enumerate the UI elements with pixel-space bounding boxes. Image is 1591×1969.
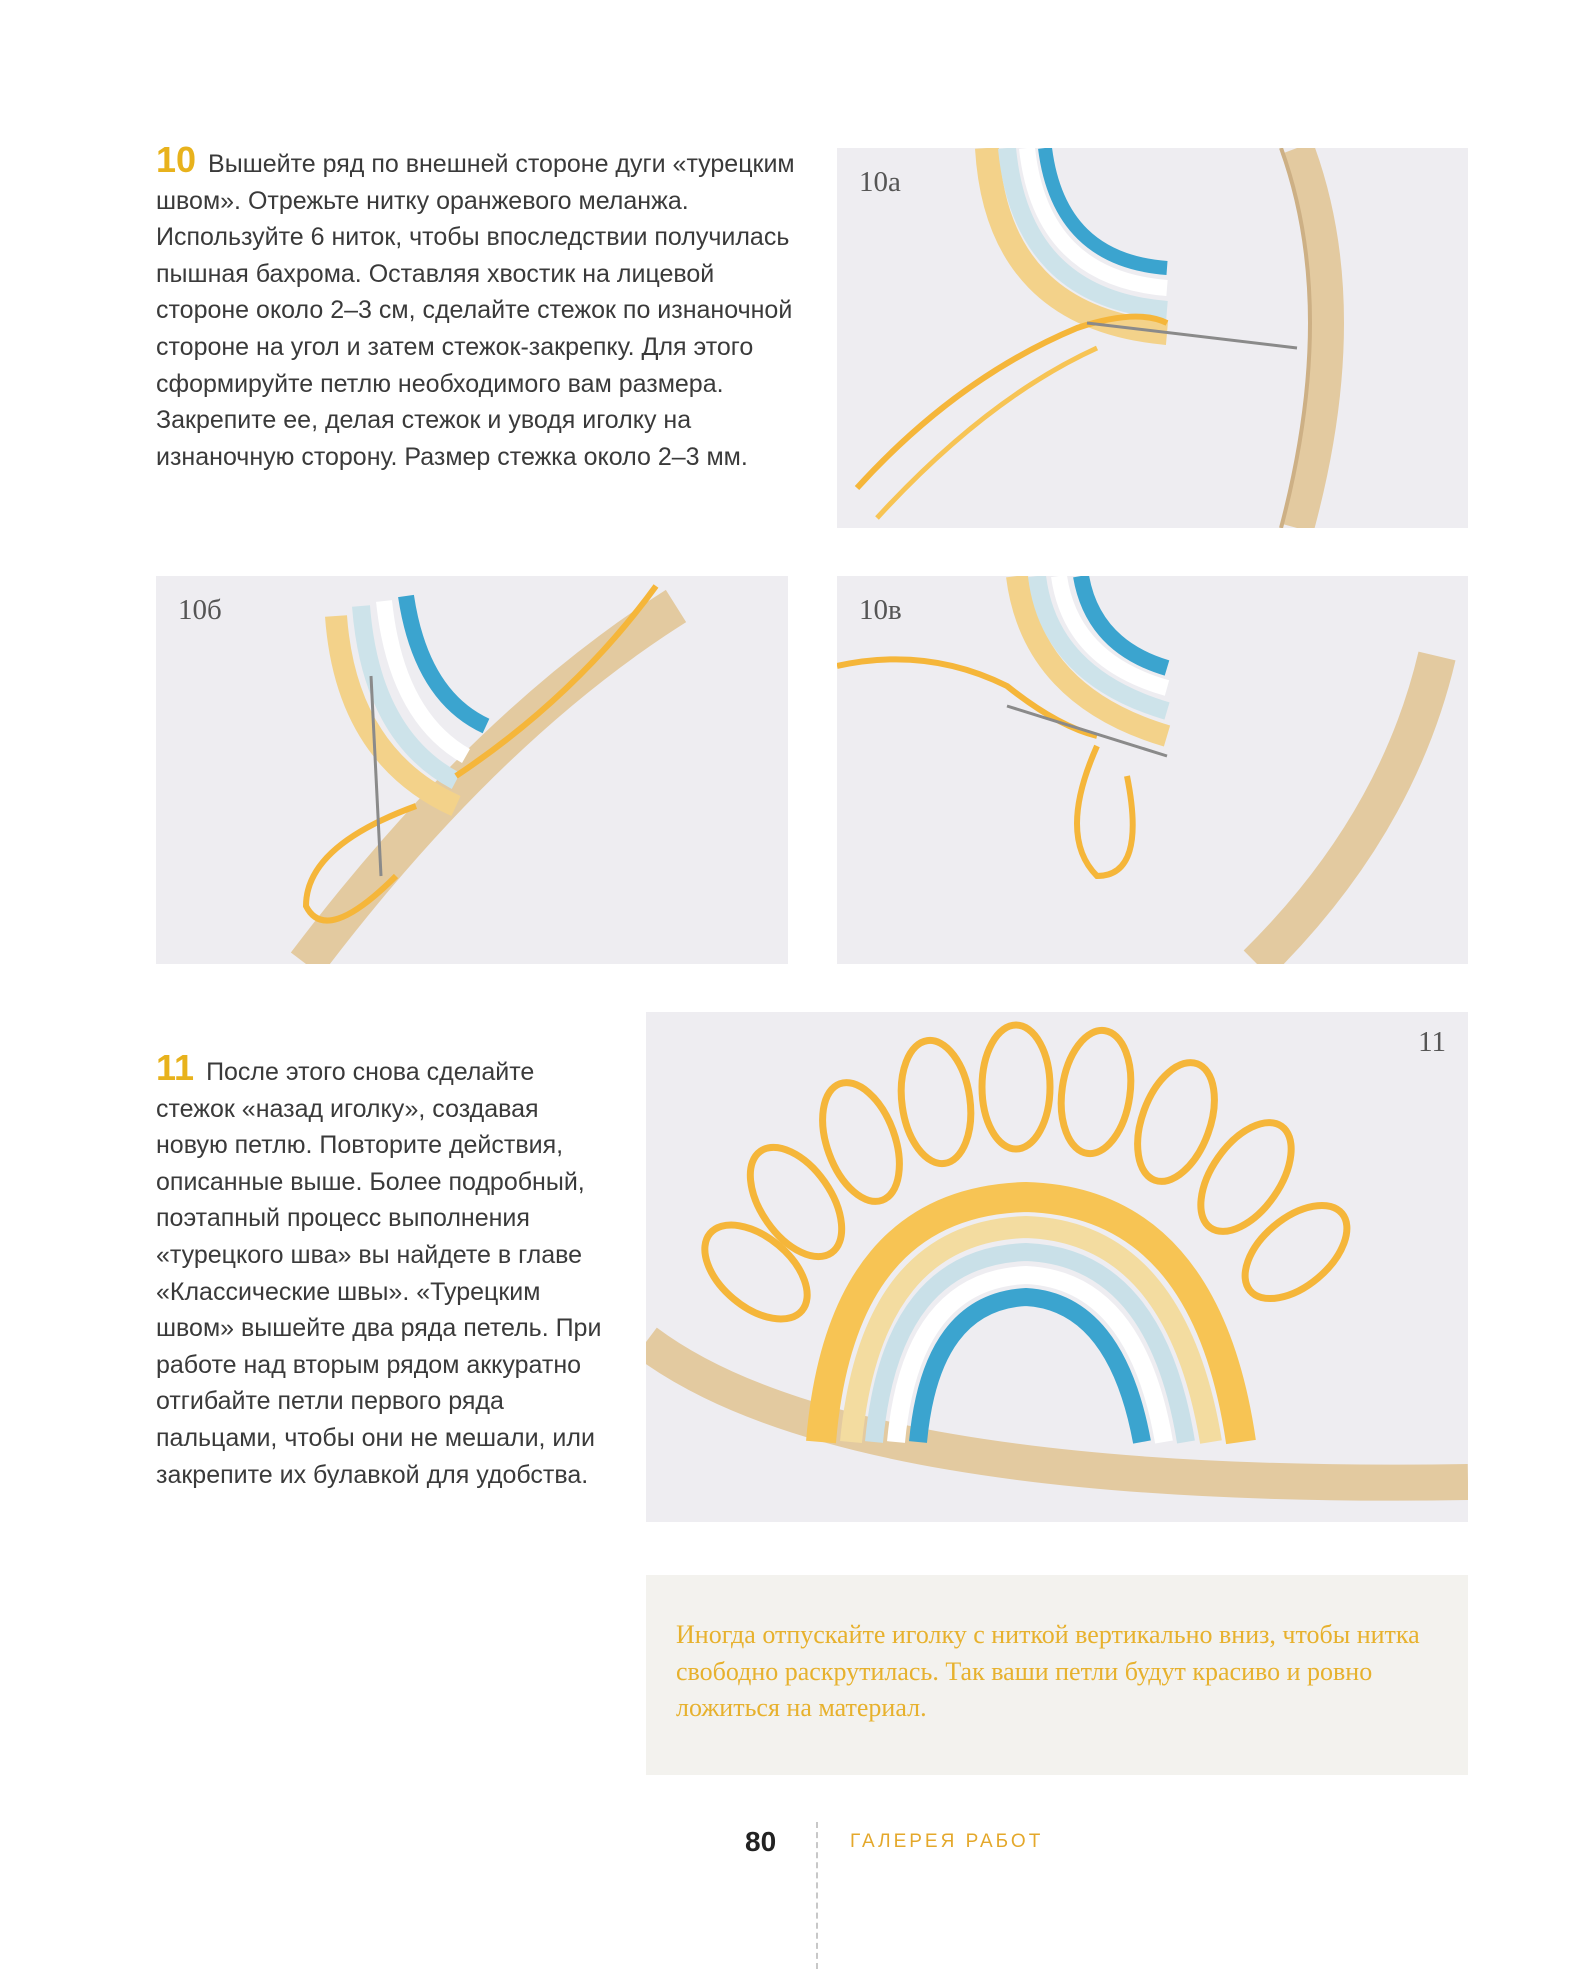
footer-divider	[816, 1822, 818, 1969]
tip-box	[646, 1575, 1468, 1775]
photo-10a	[837, 148, 1468, 528]
step-number: 10	[156, 139, 197, 180]
step-number: 11	[156, 1047, 195, 1088]
photo-label: 10а	[859, 166, 901, 198]
step-text: Вышейте ряд по внешней стороне дуги «турецким швом». Отрежьте нитку оранжевого меланжа. Используйте 6 ниток, чтобы впоследствии получилась пышная бахрома. Оставляя хвостик на лицевой стороне около 2–3 см, сделайте стежок по изнаночной стороне на угол и затем стежок-закрепку. Для этого сформируйте петлю необходимого вам размера. Закрепите ее, делая стежок и уводя иголку на изнаночную сторону. Размер стежка около 2–3 мм.	[156, 150, 795, 471]
step-10	[156, 139, 796, 475]
embroidery-illustration	[646, 1012, 1468, 1522]
step-text: После этого снова сделайте стежок «назад иголку», создавая новую петлю. Повторите действия, описанные выше. Более подробный, поэтапный процесс выполнения «турецкого шва» вы найдете в главе «Классические швы». «Турецким швом» вышейте два ряда петель. При работе над вторым рядом аккуратно отгибайте петли первого ряда пальцами, чтобы они не мешали, или закрепите их булавкой для удобства.	[156, 1058, 602, 1489]
photo-11	[646, 1012, 1468, 1522]
photo-10b	[156, 576, 788, 964]
section-title: ГАЛЕРЕЯ РАБОТ	[850, 1831, 1044, 1852]
embroidery-illustration	[837, 576, 1468, 964]
photo-label: 10в	[859, 594, 902, 626]
photo-label: 10б	[178, 594, 222, 626]
photo-label: 11	[1418, 1026, 1446, 1058]
embroidery-illustration	[156, 576, 788, 964]
photo-10v	[837, 576, 1468, 964]
page-number: 80	[745, 1826, 777, 1857]
embroidery-illustration	[837, 148, 1468, 528]
tip-text: Иногда отпускайте иголку с ниткой вертикально вниз, чтобы нитка свободно раскрутилась. Так ваши петли будут красиво и ровно ложиться на материал.	[676, 1620, 1420, 1722]
step-11	[156, 1047, 616, 1493]
